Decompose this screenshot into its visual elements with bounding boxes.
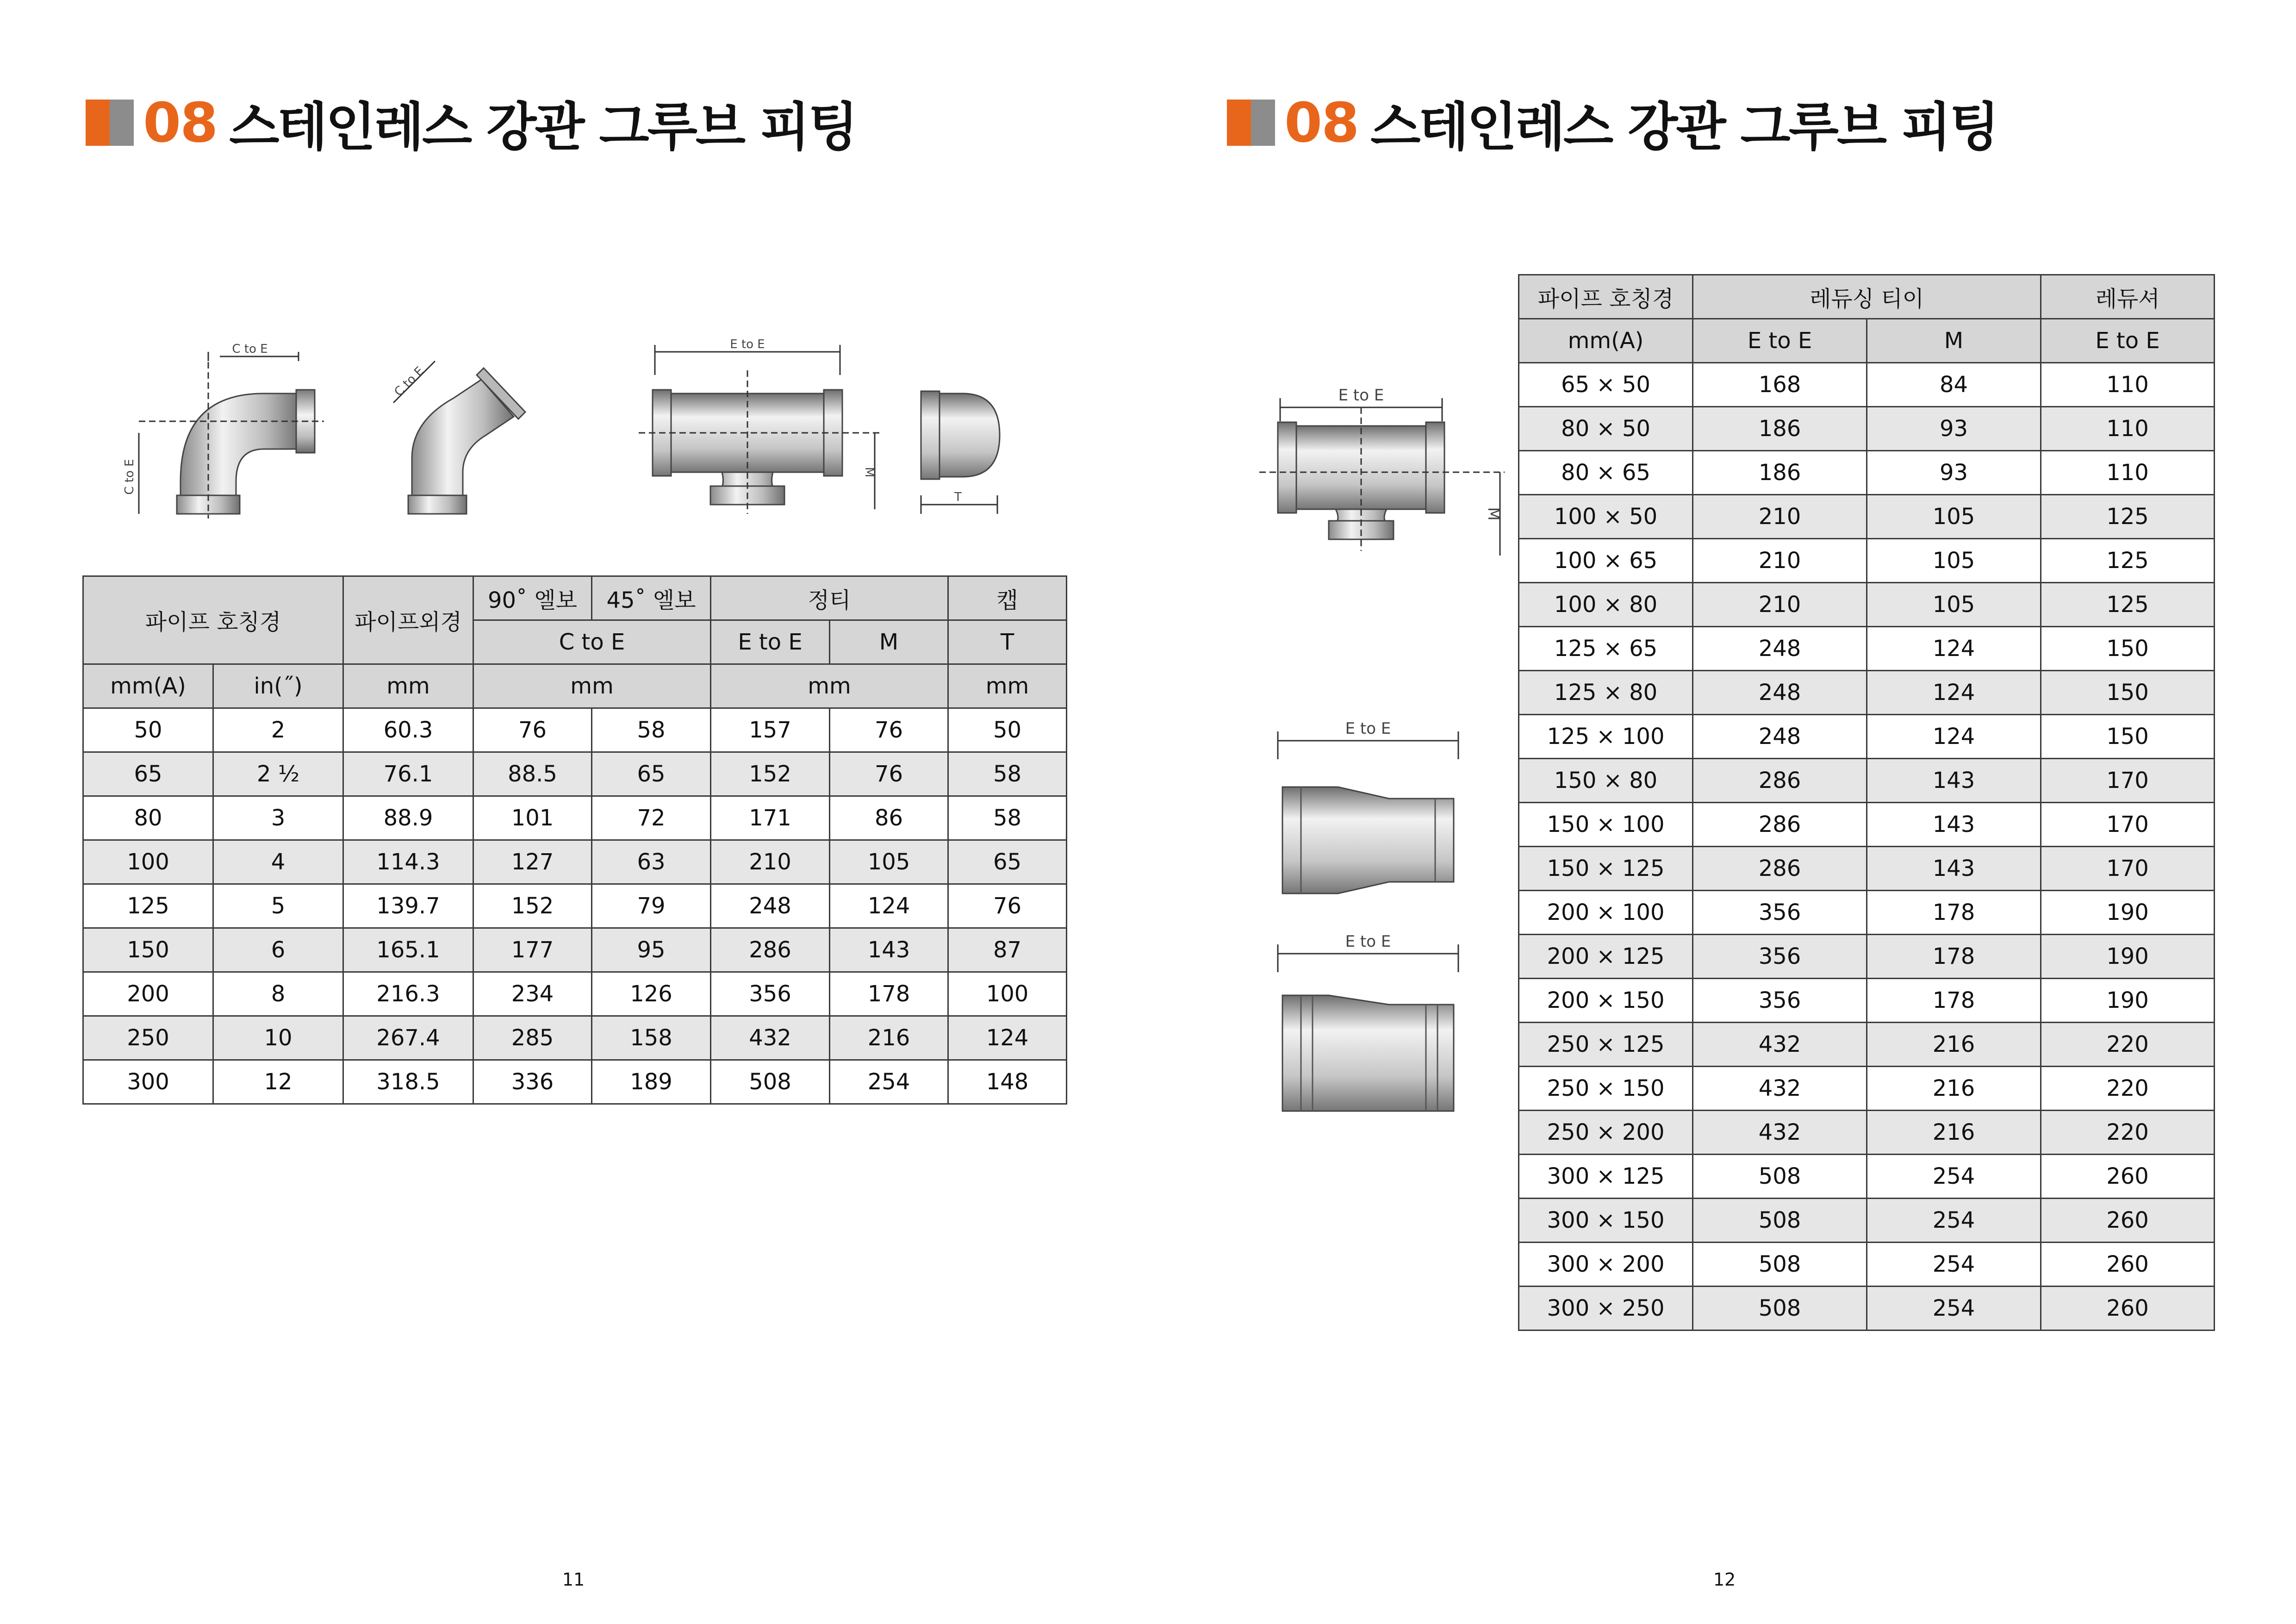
right-table-row	[1519, 1023, 2215, 1067]
right-table-cell: 216	[1867, 1023, 2041, 1067]
left-table-cell: 76	[830, 708, 948, 752]
left-table-row	[83, 796, 1067, 840]
hdr-elbow45: 45˚ 엘보	[592, 576, 711, 620]
left-table-row	[83, 840, 1067, 884]
left-table-cell: 5	[213, 884, 343, 928]
right-table-cell: 170	[2041, 803, 2215, 847]
right-table-row	[1519, 539, 2215, 583]
left-table-cell: 3	[213, 796, 343, 840]
right-table-cell: 84	[1867, 363, 2041, 407]
right-table-cell: 178	[1867, 891, 2041, 935]
right-table-cell: 186	[1693, 451, 1867, 495]
right-table-cell: 100 × 50	[1519, 495, 1693, 539]
left-table-cell: 88.5	[473, 752, 592, 796]
left-table-cell: 125	[83, 884, 213, 928]
section-title-text: 스테인레스 강관 그루브 피팅	[1370, 97, 1998, 157]
right-table-row	[1519, 759, 2215, 803]
left-table-cell: 101	[473, 796, 592, 840]
right-table-cell: 150 × 100	[1519, 803, 1693, 847]
left-table-cell: 76	[473, 708, 592, 752]
right-table-cell: 356	[1693, 979, 1867, 1023]
right-table-cell: 200 × 100	[1519, 891, 1693, 935]
right-table-cell: 250 × 125	[1519, 1023, 1693, 1067]
right-table-cell: 168	[1693, 363, 1867, 407]
right-table-cell: 125 × 65	[1519, 627, 1693, 671]
hdr-e-to-e-r: E to E	[1693, 319, 1867, 363]
elbow-90-drawing	[125, 343, 338, 528]
title-marker-gray	[110, 100, 134, 146]
left-table-cell: 200	[83, 972, 213, 1016]
left-table-cell: 318.5	[343, 1060, 473, 1104]
left-table-cell: 76	[948, 884, 1067, 928]
right-table-cell: 508	[1693, 1243, 1867, 1287]
left-table-cell: 286	[711, 928, 830, 972]
right-table-cell: 125	[2041, 495, 2215, 539]
right-table-cell: 190	[2041, 979, 2215, 1023]
right-table-cell: 105	[1867, 495, 2041, 539]
left-table-cell: 356	[711, 972, 830, 1016]
right-table-cell: 210	[1693, 495, 1867, 539]
right-table-row	[1519, 935, 2215, 979]
left-table-row	[83, 708, 1067, 752]
left-table-cell: 86	[830, 796, 948, 840]
left-table-row	[83, 884, 1067, 928]
right-table-cell: 254	[1867, 1287, 2041, 1330]
left-table-cell: 148	[948, 1060, 1067, 1104]
right-table-cell: 300 × 150	[1519, 1199, 1693, 1243]
hdr-pipe-nominal: 파이프 호칭경	[83, 576, 343, 664]
cap-t-label: T	[954, 490, 962, 504]
right-table-row	[1519, 1199, 2215, 1243]
left-table-cell: 65	[592, 752, 711, 796]
left-table-row	[83, 1016, 1067, 1060]
section-number: 08	[143, 91, 218, 155]
right-table-cell: 300 × 250	[1519, 1287, 1693, 1330]
right-table-cell: 254	[1867, 1155, 2041, 1199]
right-table-cell: 432	[1693, 1111, 1867, 1155]
left-table-cell: 267.4	[343, 1016, 473, 1060]
right-table-cell: 143	[1867, 847, 2041, 891]
left-table-cell: 12	[213, 1060, 343, 1104]
left-table-cell: 2 ½	[213, 752, 343, 796]
hdr-pipe-od: 파이프외경	[343, 576, 473, 664]
right-table-cell: 80 × 50	[1519, 407, 1693, 451]
left-table-cell: 100	[83, 840, 213, 884]
right-table-cell: 356	[1693, 935, 1867, 979]
right-table-cell: 508	[1693, 1155, 1867, 1199]
right-table-cell: 93	[1867, 451, 2041, 495]
right-table-cell: 178	[1867, 979, 2041, 1023]
right-table-row	[1519, 407, 2215, 451]
right-table-cell: 260	[2041, 1243, 2215, 1287]
right-table-cell: 80 × 65	[1519, 451, 1693, 495]
section-title-right	[1227, 91, 1998, 157]
right-table-cell: 260	[2041, 1287, 2215, 1330]
left-table-cell: 432	[711, 1016, 830, 1060]
page-number-left: 11	[562, 1569, 585, 1590]
left-table-cell: 4	[213, 840, 343, 884]
right-table-cell: 250 × 150	[1519, 1067, 1693, 1111]
right-table-cell: 200 × 125	[1519, 935, 1693, 979]
elbow90-dim-label: C to E	[232, 342, 268, 356]
title-marker-orange	[86, 100, 110, 146]
section-title-left	[86, 91, 857, 157]
left-table-row	[83, 752, 1067, 796]
left-table-cell: 63	[592, 840, 711, 884]
reducer2-dim-label: E to E	[1345, 932, 1391, 951]
concentric-reducer-drawing	[1273, 713, 1468, 912]
left-table-cell: 178	[830, 972, 948, 1016]
right-table-cell: 210	[1693, 539, 1867, 583]
right-table-cell: 150	[2041, 627, 2215, 671]
left-table-cell: 152	[711, 752, 830, 796]
left-table-cell: 65	[83, 752, 213, 796]
left-table-cell: 58	[948, 752, 1067, 796]
right-table-cell: 125 × 100	[1519, 715, 1693, 759]
right-table-cell: 248	[1693, 715, 1867, 759]
left-table-cell: 152	[473, 884, 592, 928]
right-dimension-table	[1518, 274, 2215, 1331]
left-table-cell: 189	[592, 1060, 711, 1104]
left-table-cell: 150	[83, 928, 213, 972]
right-table-row	[1519, 891, 2215, 935]
left-table-cell: 2	[213, 708, 343, 752]
right-table-cell: 124	[1867, 671, 2041, 715]
right-table-cell: 110	[2041, 451, 2215, 495]
left-table-cell: 285	[473, 1016, 592, 1060]
left-table-cell: 65	[948, 840, 1067, 884]
left-table-cell: 157	[711, 708, 830, 752]
left-table-cell: 114.3	[343, 840, 473, 884]
unit-mm-od: mm	[343, 664, 473, 708]
cap-drawing	[916, 384, 1018, 523]
right-table-cell: 356	[1693, 891, 1867, 935]
right-table-cell: 105	[1867, 539, 2041, 583]
hdr-c-to-e: C to E	[473, 620, 711, 664]
tee-m-label: M	[862, 467, 876, 478]
page-right	[1148, 0, 2296, 1624]
right-table-cell: 150 × 80	[1519, 759, 1693, 803]
hdr-cap: 캡	[948, 576, 1067, 620]
right-table-cell: 216	[1867, 1067, 2041, 1111]
right-table-cell: 65 × 50	[1519, 363, 1693, 407]
hdr-reducer: 레듀셔	[2041, 275, 2215, 319]
right-table-cell: 432	[1693, 1067, 1867, 1111]
right-table-cell: 143	[1867, 759, 2041, 803]
right-table-cell: 250 × 200	[1519, 1111, 1693, 1155]
reducer-dim-label: E to E	[1345, 719, 1391, 738]
right-table-cell: 143	[1867, 803, 2041, 847]
right-table-cell: 260	[2041, 1155, 2215, 1199]
right-table-cell: 508	[1693, 1287, 1867, 1330]
hdr-unit-r: mm(A)	[1519, 319, 1693, 363]
hdr-m-r: M	[1867, 319, 2041, 363]
right-table-cell: 300 × 200	[1519, 1243, 1693, 1287]
hdr-tee: 정티	[711, 576, 948, 620]
elbow90-dim-label-vertical: C to E	[123, 459, 137, 495]
left-table-cell: 143	[830, 928, 948, 972]
right-table-cell: 110	[2041, 363, 2215, 407]
left-table-cell: 171	[711, 796, 830, 840]
left-table-cell: 50	[948, 708, 1067, 752]
left-table-cell: 60.3	[343, 708, 473, 752]
right-table-cell: 248	[1693, 671, 1867, 715]
hdr-m: M	[830, 620, 948, 664]
right-table-cell: 210	[1693, 583, 1867, 627]
right-table-row	[1519, 363, 2215, 407]
right-table-row	[1519, 495, 2215, 539]
right-table-row	[1519, 1155, 2215, 1199]
right-table-cell: 170	[2041, 847, 2215, 891]
left-table-cell: 216	[830, 1016, 948, 1060]
right-table-cell: 220	[2041, 1111, 2215, 1155]
right-table-cell: 125	[2041, 583, 2215, 627]
left-table-row	[83, 928, 1067, 972]
title-marker-orange	[1227, 100, 1251, 146]
right-table-cell: 254	[1867, 1243, 2041, 1287]
right-table-cell: 260	[2041, 1199, 2215, 1243]
left-table-cell: 126	[592, 972, 711, 1016]
left-table-row	[83, 972, 1067, 1016]
right-table-row	[1519, 627, 2215, 671]
elbow45-dim-label: C to E	[392, 364, 427, 400]
right-table-cell: 190	[2041, 935, 2215, 979]
right-table-cell: 125	[2041, 539, 2215, 583]
right-table-row	[1519, 1287, 2215, 1330]
right-table-cell: 248	[1693, 627, 1867, 671]
tee-drawing	[634, 338, 893, 523]
hdr-elbow90: 90˚ 엘보	[473, 576, 592, 620]
right-table-cell: 286	[1693, 847, 1867, 891]
right-table-cell: 150 × 125	[1519, 847, 1693, 891]
unit-inch: in(˝)	[213, 664, 343, 708]
left-table-cell: 234	[473, 972, 592, 1016]
right-table-cell: 150	[2041, 671, 2215, 715]
right-table-cell: 186	[1693, 407, 1867, 451]
left-table-cell: 508	[711, 1060, 830, 1104]
left-table-cell: 248	[711, 884, 830, 928]
section-title-text: 스테인레스 강관 그루브 피팅	[229, 97, 857, 157]
right-table-cell: 190	[2041, 891, 2215, 935]
right-table-row	[1519, 715, 2215, 759]
left-table-cell: 58	[592, 708, 711, 752]
right-table-cell: 216	[1867, 1111, 2041, 1155]
page-number-right: 12	[1713, 1569, 1736, 1590]
right-table-cell: 286	[1693, 803, 1867, 847]
left-table-cell: 88.9	[343, 796, 473, 840]
left-table-cell: 124	[830, 884, 948, 928]
section-number: 08	[1284, 91, 1359, 155]
hdr-e-to-e: E to E	[711, 620, 830, 664]
right-table-cell: 220	[2041, 1023, 2215, 1067]
right-table-row	[1519, 1243, 2215, 1287]
right-table-row	[1519, 671, 2215, 715]
unit-mm-elbow: mm	[473, 664, 711, 708]
left-table-cell: 177	[473, 928, 592, 972]
right-table-cell: 508	[1693, 1199, 1867, 1243]
right-table-cell: 105	[1867, 583, 2041, 627]
left-table-cell: 8	[213, 972, 343, 1016]
left-table-cell: 10	[213, 1016, 343, 1060]
elbow-45-drawing	[384, 343, 551, 528]
left-table-cell: 254	[830, 1060, 948, 1104]
left-table-cell: 165.1	[343, 928, 473, 972]
hdr-reducing-tee: 레듀싱 티이	[1693, 275, 2041, 319]
left-table-cell: 127	[473, 840, 592, 884]
right-table-cell: 93	[1867, 407, 2041, 451]
right-table-cell: 432	[1693, 1023, 1867, 1067]
left-table-cell: 336	[473, 1060, 592, 1104]
hdr-t: T	[948, 620, 1067, 664]
right-table-cell: 286	[1693, 759, 1867, 803]
left-table-cell: 124	[948, 1016, 1067, 1060]
right-table-row	[1519, 1067, 2215, 1111]
reducing-tee-drawing	[1255, 380, 1514, 565]
right-table-cell: 220	[2041, 1067, 2215, 1111]
left-table-cell: 6	[213, 928, 343, 972]
right-table-cell: 178	[1867, 935, 2041, 979]
unit-mm-cap: mm	[948, 664, 1067, 708]
right-table-cell: 125 × 80	[1519, 671, 1693, 715]
right-table-cell: 170	[2041, 759, 2215, 803]
hdr-pipe-nominal-r: 파이프 호칭경	[1519, 275, 1693, 319]
left-table-row	[83, 1060, 1067, 1104]
left-table-cell: 95	[592, 928, 711, 972]
right-table-cell: 100 × 80	[1519, 583, 1693, 627]
hdr-e-to-e2-r: E to E	[2041, 319, 2215, 363]
right-table-cell: 254	[1867, 1199, 2041, 1243]
right-table-row	[1519, 1111, 2215, 1155]
right-table-cell: 124	[1867, 627, 2041, 671]
left-table-cell: 216.3	[343, 972, 473, 1016]
right-table-row	[1519, 803, 2215, 847]
left-table-cell: 72	[592, 796, 711, 840]
right-table-row	[1519, 583, 2215, 627]
tee-dim-label: E to E	[730, 337, 765, 351]
unit-mm-a: mm(A)	[83, 664, 213, 708]
left-table-cell: 139.7	[343, 884, 473, 928]
left-table-cell: 105	[830, 840, 948, 884]
left-dimension-table	[82, 575, 1067, 1105]
right-table-cell: 150	[2041, 715, 2215, 759]
right-table-cell: 110	[2041, 407, 2215, 451]
left-table-cell: 76.1	[343, 752, 473, 796]
unit-mm-tee: mm	[711, 664, 948, 708]
right-table-row	[1519, 451, 2215, 495]
right-table-row	[1519, 847, 2215, 891]
reducing-tee-dim-label: E to E	[1338, 386, 1384, 405]
left-table-cell: 210	[711, 840, 830, 884]
left-table-cell: 76	[830, 752, 948, 796]
right-table-cell: 100 × 65	[1519, 539, 1693, 583]
left-table-cell: 158	[592, 1016, 711, 1060]
left-table-cell: 50	[83, 708, 213, 752]
left-table-cell: 58	[948, 796, 1067, 840]
title-marker-gray	[1251, 100, 1275, 146]
reducing-tee-m-label: M	[1484, 507, 1503, 521]
right-table-cell: 200 × 150	[1519, 979, 1693, 1023]
left-table-cell: 300	[83, 1060, 213, 1104]
eccentric-reducer-drawing	[1273, 926, 1468, 1125]
right-table-cell: 124	[1867, 715, 2041, 759]
right-table-row	[1519, 979, 2215, 1023]
left-table-cell: 87	[948, 928, 1067, 972]
left-table-cell: 80	[83, 796, 213, 840]
left-table-cell: 100	[948, 972, 1067, 1016]
left-table-cell: 79	[592, 884, 711, 928]
right-table-cell: 300 × 125	[1519, 1155, 1693, 1199]
left-table-cell: 250	[83, 1016, 213, 1060]
